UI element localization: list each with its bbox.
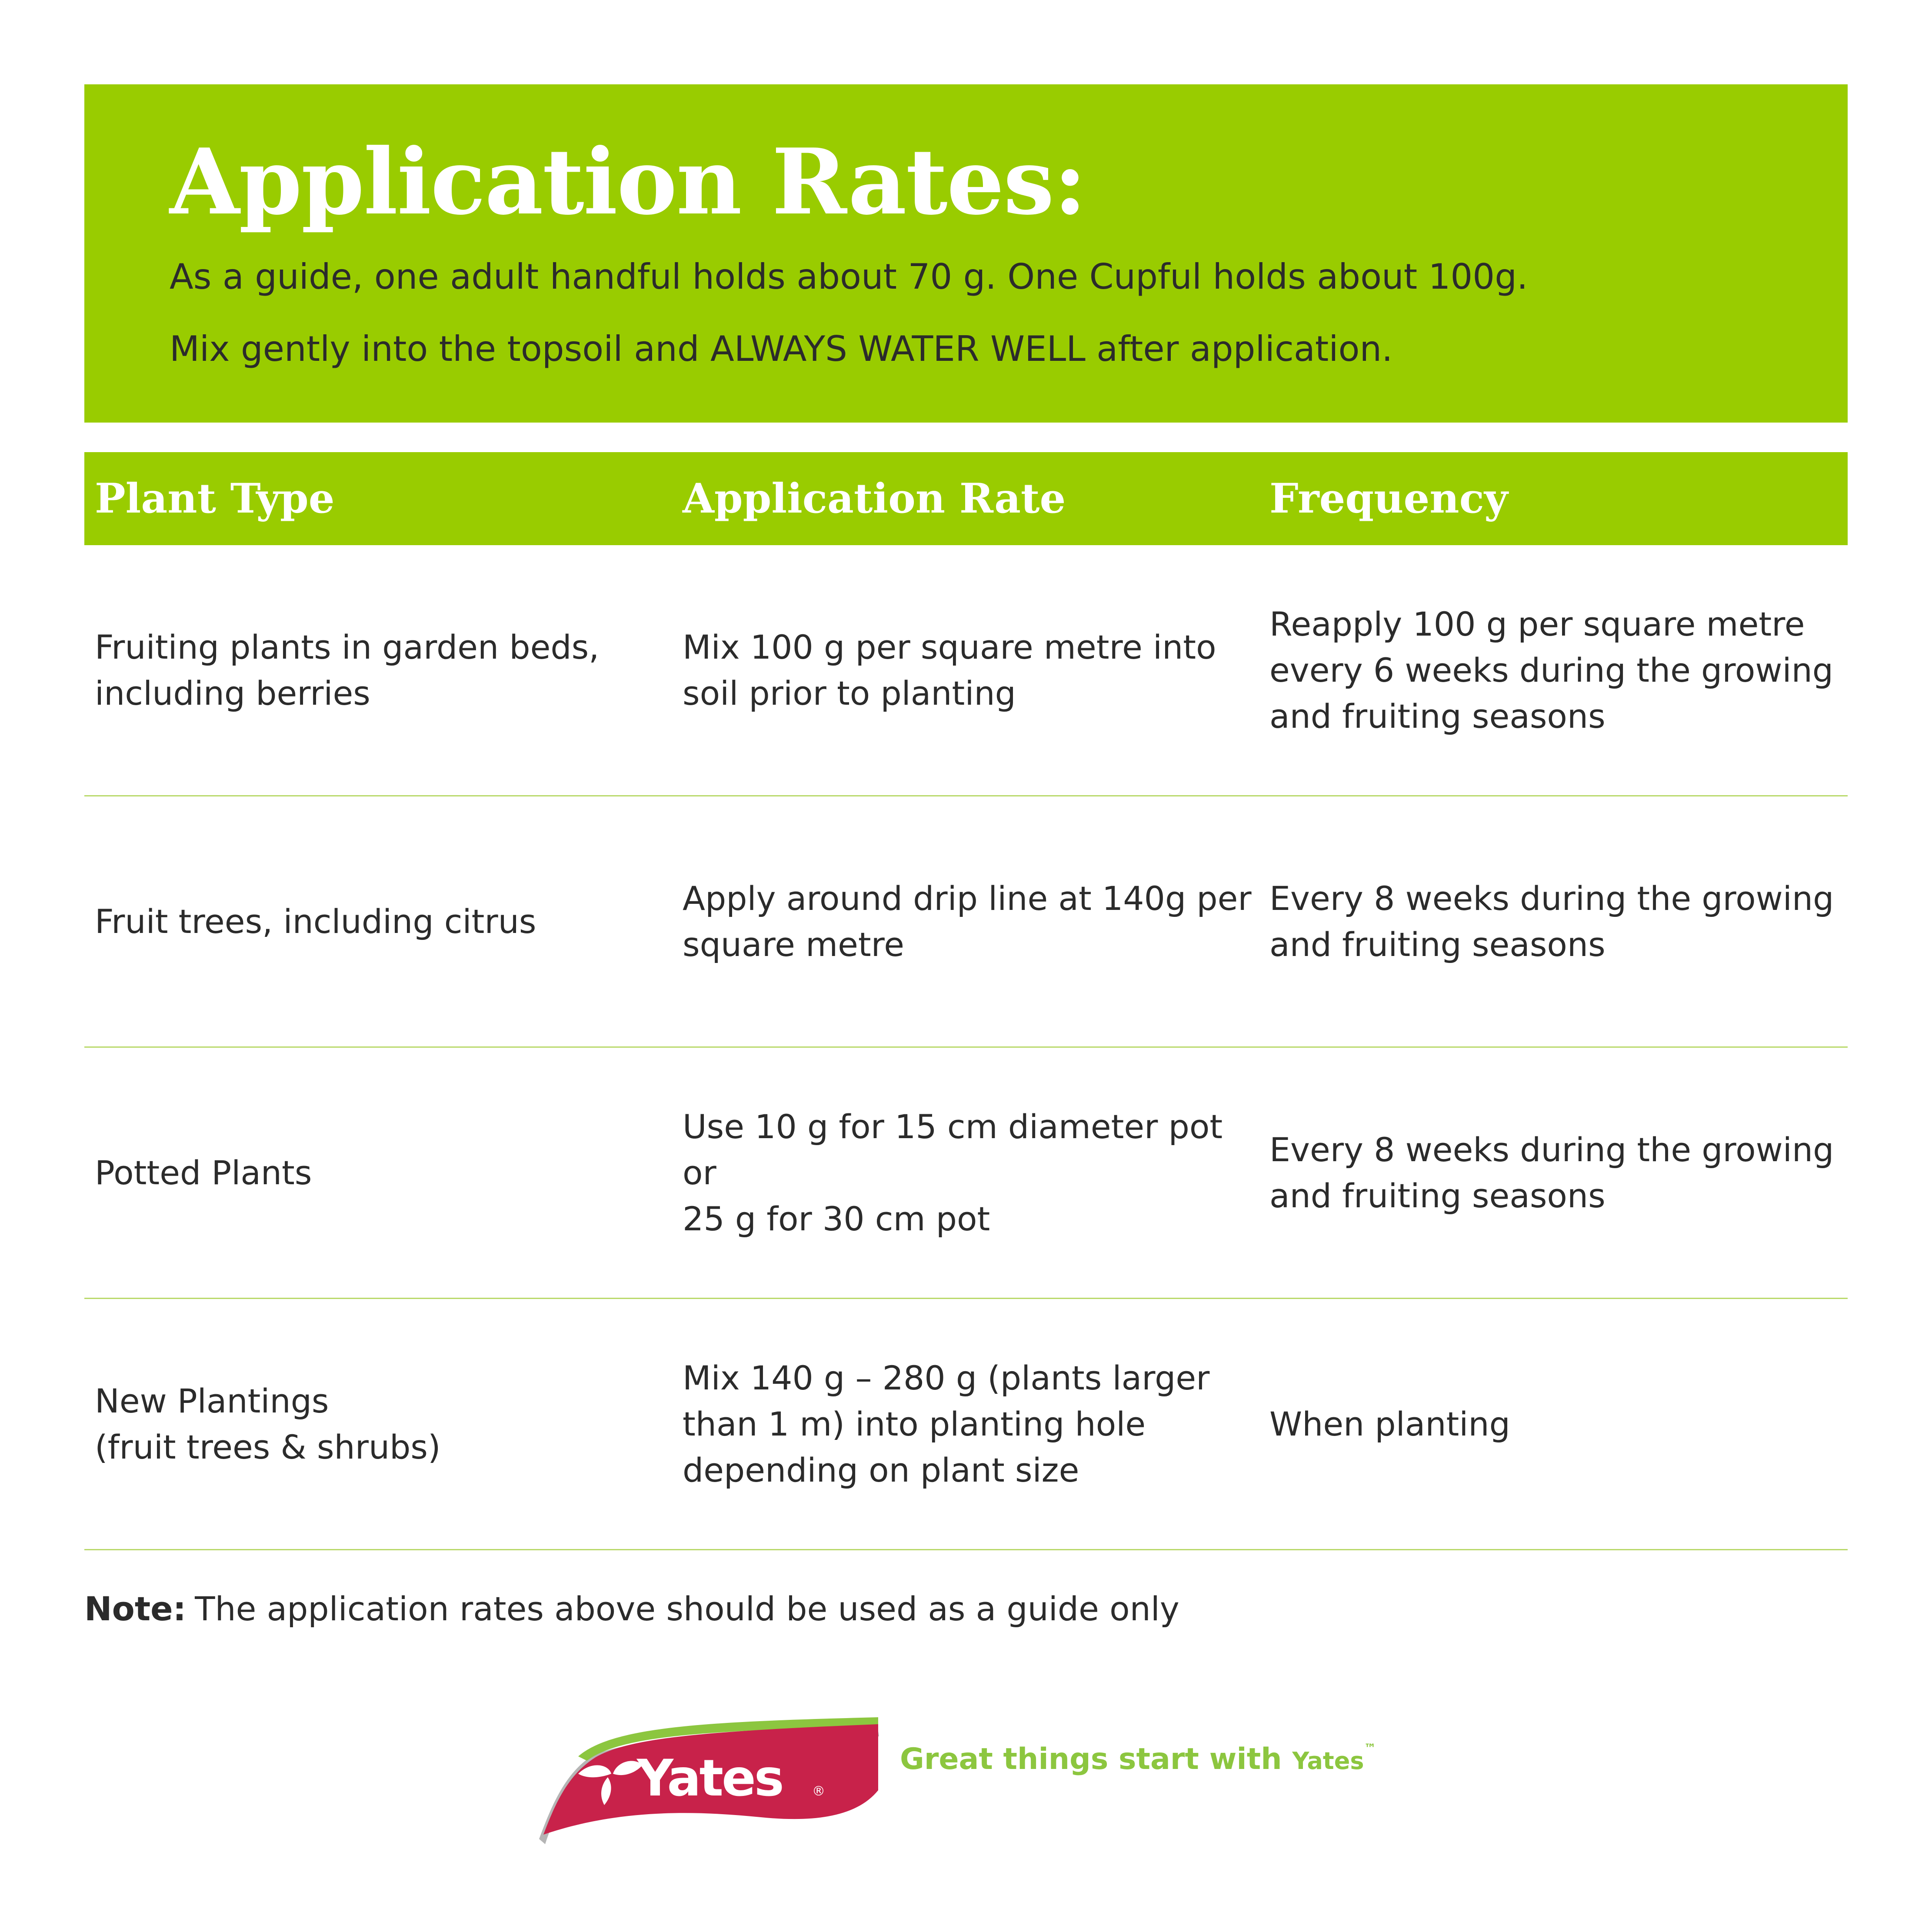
cell-line: Every 8 weeks during the growing: [1269, 879, 1834, 918]
cell-line: 25 g for 30 cm pot: [683, 1199, 990, 1238]
logo-wordmark: Yates: [637, 1749, 783, 1808]
cell-line: Every 8 weeks during the growing: [1269, 1130, 1834, 1169]
frequency-cell: [1269, 1299, 1843, 1549]
frequency-cell: [1269, 545, 1843, 796]
tagline-text: Great things start with: [900, 1742, 1282, 1776]
cell-line: Use 10 g for 15 cm diameter pot or: [683, 1107, 1223, 1192]
frequency-cell: [1269, 796, 1843, 1047]
table-row: [84, 796, 1848, 1048]
brand-tagline: [900, 1741, 1376, 1776]
cell-line: depending on plant size: [683, 1451, 1079, 1489]
cell-line: including berries: [95, 674, 370, 713]
note-text: The application rates above should be used as a guide only: [195, 1589, 1179, 1628]
header-banner: [84, 84, 1848, 423]
application-rate-cell: [683, 1299, 1256, 1549]
header-frequency: Frequency: [1269, 475, 1508, 523]
cell-line: Fruiting plants in garden beds,: [95, 628, 600, 666]
table-row: [84, 1299, 1848, 1550]
application-rate-cell: [683, 796, 1256, 1047]
page-title: Application Rates:: [170, 129, 1086, 235]
cell-line: New Plantings: [95, 1382, 329, 1420]
cell-line: and fruiting seasons: [1269, 697, 1606, 736]
tagline-brand: Yates: [1292, 1747, 1364, 1775]
cell-line: Fruit trees, including citrus: [95, 902, 536, 941]
cell-line: Reapply 100 g per square metre: [1269, 605, 1805, 643]
frequency-cell: [1269, 1048, 1843, 1298]
cell-line: Apply around drip line at 140g per: [683, 879, 1252, 918]
cell-line: and fruiting seasons: [1269, 1176, 1606, 1215]
cell-line: When planting: [1269, 1405, 1510, 1443]
plant-type-cell: [95, 545, 669, 796]
cell-line: (fruit trees & shrubs): [95, 1428, 441, 1466]
registered-mark: ®: [812, 1784, 825, 1799]
plant-type-cell: [95, 1299, 669, 1549]
note-label: Note:: [84, 1589, 187, 1628]
footnote: [84, 1589, 1179, 1628]
cell-line: Potted Plants: [95, 1153, 312, 1192]
cell-line: every 6 weeks during the growing: [1269, 651, 1834, 690]
yates-logo: [526, 1709, 887, 1848]
cell-line: than 1 m) into planting hole: [683, 1405, 1146, 1443]
plant-type-cell: [95, 1048, 669, 1298]
header-application-rate: Application Rate: [683, 475, 1066, 523]
banner-line-1: As a guide, one adult handful holds about 70 g. One Cupful holds about 100g.: [170, 256, 1528, 297]
cell-line: Mix 140 g – 280 g (plants larger: [683, 1359, 1210, 1397]
application-rate-cell: [683, 1048, 1256, 1298]
banner-guide-text: [170, 241, 1528, 385]
table-header: [84, 452, 1848, 545]
plant-type-cell: [95, 796, 669, 1047]
banner-line-2: Mix gently into the topsoil and ALWAYS WATER WELL after application.: [170, 329, 1393, 369]
application-rate-cell: [683, 545, 1256, 796]
trademark-mark: ™: [1364, 1741, 1376, 1755]
table-row: [84, 545, 1848, 796]
cell-line: soil prior to planting: [683, 674, 1016, 713]
row-divider: [84, 1549, 1848, 1550]
cell-line: square metre: [683, 925, 904, 964]
cell-line: and fruiting seasons: [1269, 925, 1606, 964]
cell-line: Mix 100 g per square metre into: [683, 628, 1216, 666]
table-row: [84, 1048, 1848, 1299]
header-plant-type: Plant Type: [95, 475, 335, 523]
